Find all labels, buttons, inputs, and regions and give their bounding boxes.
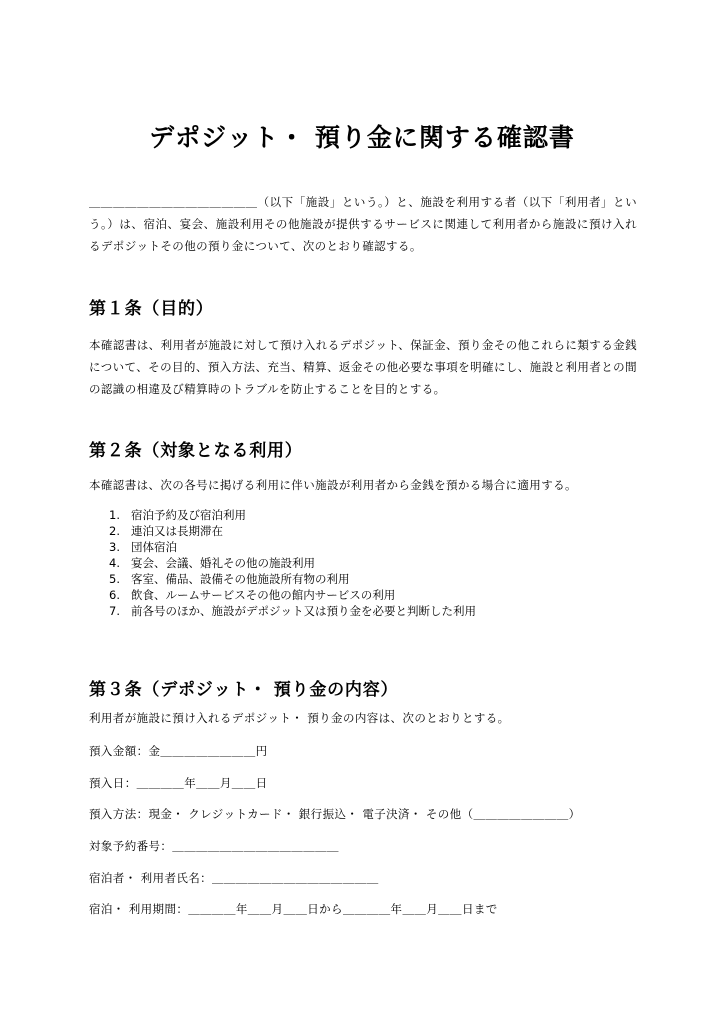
- list-item-number: 1.: [109, 508, 120, 522]
- deposit-method-field: 預入方法：現金・ クレジットカード・ 銀行振込・ 電子決済・ その他（＿＿＿＿＿＿＿＿）: [89, 807, 581, 821]
- intro-paragraph: ＿＿＿＿＿＿＿＿＿＿＿＿＿＿（以下「施設」という。）と、施設を利用する者（以下「利用者」という。）は、宿泊、宴会、施設利用その他施設が提供するサービスに関連して利用者から施設に預け入れるデポジットその他の預り金について、次のとおり確認する。: [89, 195, 637, 253]
- list-item: [109, 555, 476, 571]
- list-item-text: 連泊又は長期滞在: [131, 524, 223, 538]
- guest-name-field: 宿泊者・ 利用者氏名：＿＿＿＿＿＿＿＿＿＿＿＿＿＿: [89, 871, 379, 885]
- list-item-number: 3.: [109, 540, 120, 554]
- list-item-text: 宿泊予約及び宿泊利用: [131, 508, 246, 522]
- article-3-heading: 第３条（デポジット・ 預り金の内容）: [89, 680, 399, 700]
- list-item: [109, 571, 476, 587]
- list-item-text: 飲食、ルームサービスその他の館内サービスの利用: [131, 588, 396, 602]
- reservation-number-field: 対象予約番号：＿＿＿＿＿＿＿＿＿＿＿＿＿＿: [89, 839, 339, 853]
- article-1-heading: 第１条（目的）: [89, 299, 214, 319]
- article-1-body: 本確認書は、利用者が施設に対して預け入れるデポジット、保証金、預り金その他これらに類する金銭について、その目的、預入方法、充当、精算、返金その他必要な事項を明確にし、施設と利用者との間の認識の相違及び精算時のトラブルを防止することを目的とする。: [89, 338, 637, 396]
- list-item-text: 団体宿泊: [131, 540, 177, 554]
- list-item-number: 2.: [109, 524, 120, 538]
- usage-list: [109, 507, 476, 619]
- list-item-number: 6.: [109, 588, 120, 602]
- stay-period-field: 宿泊・ 利用期間：＿＿＿＿年＿＿月＿＿日から＿＿＿＿年＿＿月＿＿日まで: [89, 902, 498, 916]
- deposit-amount-field: 預入金額：金＿＿＿＿＿＿＿＿円: [89, 744, 268, 758]
- list-item: [109, 523, 476, 539]
- list-item: [109, 587, 476, 603]
- list-item: [109, 507, 476, 523]
- list-item-number: 5.: [109, 572, 120, 586]
- list-item-number: 7.: [109, 604, 120, 618]
- list-item-text: 客室、備品、設備その他施設所有物の利用: [131, 572, 350, 586]
- document-title: デポジット・ 預り金に関する確認書: [149, 123, 575, 152]
- article-3-body: 利用者が施設に預け入れるデポジット・ 預り金の内容は、次のとおりとする。: [89, 711, 510, 725]
- list-item-number: 4.: [109, 556, 120, 570]
- article-2-heading: 第２条（対象となる利用）: [89, 441, 303, 461]
- article-2-body: 本確認書は、次の各号に掲げる利用に伴い施設が利用者から金銭を預かる場合に適用する。: [89, 478, 577, 492]
- deposit-date-field: 預入日：＿＿＿＿年＿＿月＿＿日: [89, 776, 268, 790]
- list-item: [109, 539, 476, 555]
- list-item: [109, 603, 476, 619]
- list-item-text: 前各号のほか、施設がデポジット又は預り金を必要と判断した利用: [131, 604, 476, 618]
- list-item-text: 宴会、会議、婚礼その他の施設利用: [131, 556, 315, 570]
